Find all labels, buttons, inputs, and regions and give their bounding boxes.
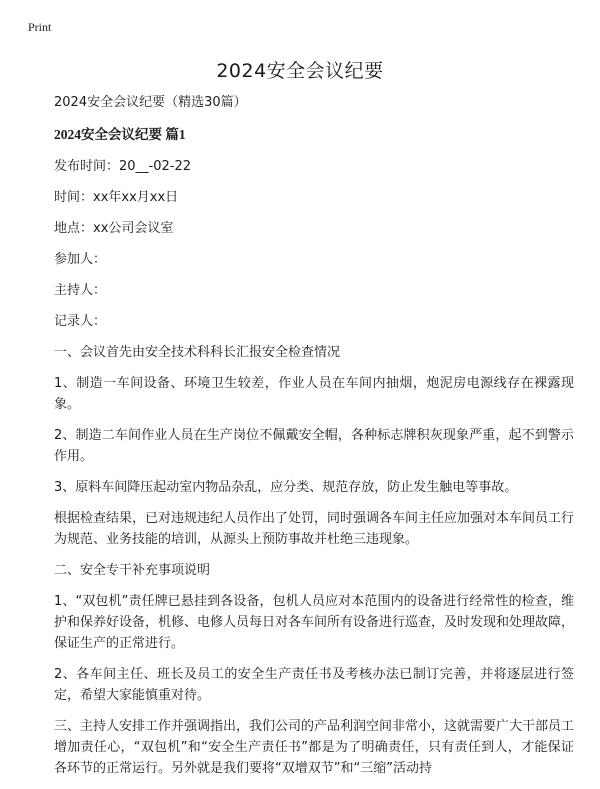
meta-recorder: 记录人： (54, 314, 107, 329)
meta-host: 主持人： (54, 283, 107, 298)
meta-publish-time: 发布时间：20__-02-22 (54, 159, 192, 174)
meta-location: 地点：xx公司会议室 (54, 221, 174, 236)
print-label[interactable]: Print (28, 20, 52, 34)
paragraph-item-7: 1、“双包机”责任牌已悬挂到各设备，包机人员应对本范围内的设备进行经常性的检查，维护和保养好设备，机修、电修人员每日对各车间所有设备进行巡查，及时发现和处理故障，保证生产的正常进行。 (54, 594, 575, 651)
meta-time: 时间：xx年xx月xx日 (54, 190, 179, 205)
meta-attendees: 参加人： (54, 252, 107, 267)
paragraph-item-9: 三、主持人安排工作并强调指出，我们公司的产品利润空间非常小，这就需要广大干部员工增加责任心，“双包机”和“安全生产责任书”都是为了明确责任，只有责任到人，才能保证各环节的正常运行。另外就是我们要将“双增双节”和“三缩”活动持 (54, 719, 575, 776)
paragraph-item-1: 一、会议首先由安全技术科科长汇报安全检查情况 (54, 345, 341, 360)
paragraph-item-5: 根据检查结果，已对违规违纪人员作出了处罚，同时强调各车间主任应加强对本车间员工行为规范、业务技能的培训，从源头上预防事故并杜绝三违现象。 (54, 511, 575, 547)
document-body (54, 92, 574, 789)
paragraph-item-8: 2、各车间主任、班长及员工的安全生产责任书及考核办法已制订完善，并将逐层进行签定，希望大家能慎重对待。 (54, 667, 574, 703)
paragraph-item-3: 2、制造二车间作业人员在生产岗位不佩戴安全帽，各种标志牌积灰现象严重，起不到警示作用。 (54, 428, 574, 464)
section-heading: 2024安全会议纪要 篇1 (54, 127, 186, 142)
page-title: 2024安全会议纪要 (216, 60, 384, 82)
paragraph-item-4: 3、原料车间降压起动室内物品杂乱，应分类、规范存放，防止发生触电等事故。 (54, 480, 518, 495)
document-subtitle: 2024安全会议纪要（精选30篇） (54, 95, 247, 110)
paragraph-item-2: 1、制造一车间设备、环境卫生较差，作业人员在车间内抽烟，炮泥房电源线存在裸露现象。 (54, 376, 574, 412)
paragraph-item-6: 二、安全专干补充事项说明 (54, 563, 211, 578)
